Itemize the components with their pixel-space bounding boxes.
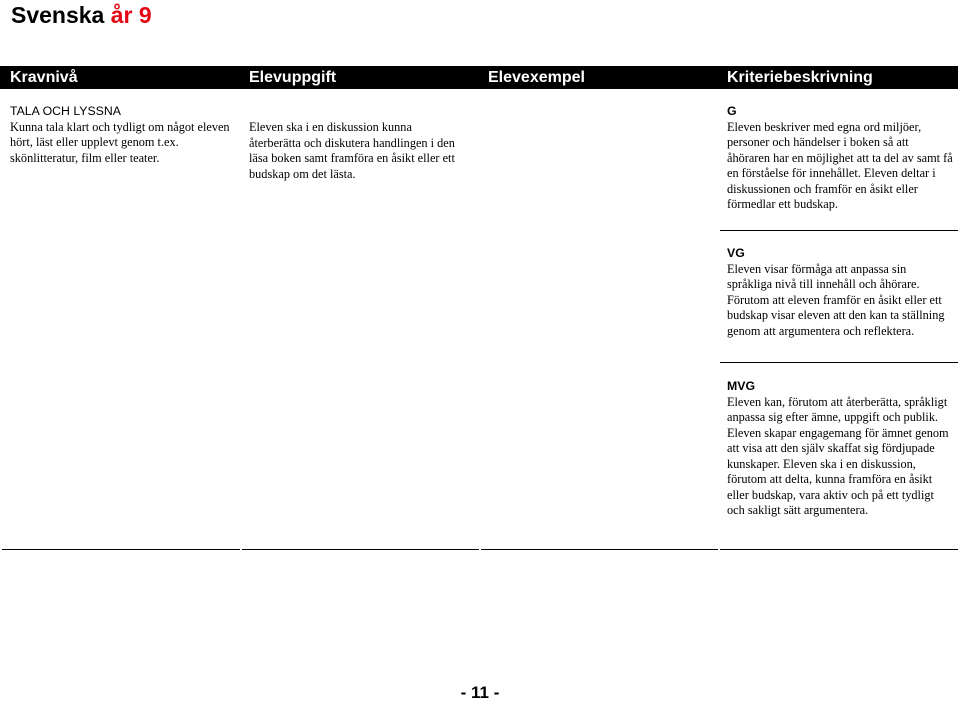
grade-label-g: G bbox=[727, 104, 737, 118]
header-kriteriebeskrivning: Kriteriebeskrivning bbox=[727, 69, 873, 86]
criteria-mvg bbox=[727, 379, 953, 519]
page-title bbox=[11, 0, 152, 30]
grade-label-mvg: MVG bbox=[727, 379, 756, 393]
page-number: - 11 - bbox=[460, 683, 500, 702]
page-title-main: Svenska bbox=[11, 2, 111, 28]
header-kravniva: Kravnivå bbox=[10, 69, 78, 86]
table-header-row bbox=[0, 66, 958, 89]
table-bottom-border bbox=[720, 549, 958, 550]
kravniva-heading: TALA OCH LYSSNA bbox=[10, 104, 121, 118]
criteria-mvg-text: Eleven kan, förutom att återberätta, språkligt anpassa sig efter ämne, uppgift och publik. Eleven skapar engagemang för ämnet genom att visa att den själv skaffat sig fördjupade kunskaper. Eleven ska i en diskussion, förutom att delta, kunna framföra en åsikt eller budskap, vara aktiv och på ett tydligt och sakligt sätt argumentera. bbox=[727, 394, 949, 517]
grade-label-vg: VG bbox=[727, 246, 745, 260]
criteria-vg-text: Eleven visar förmåga att anpassa sin språkliga nivå till innehåll och åhörare. Förutom att eleven framför en åsikt eller ett budskap visar eleven att den kan ta ställning genom att argumentera och reflektera. bbox=[727, 261, 945, 338]
table-bottom-border bbox=[481, 549, 718, 550]
kravniva-text: Kunna tala klart och tydligt om något eleven hört, läst eller upplevt genom t.ex. skönlitteratur, film eller teater. bbox=[10, 119, 230, 165]
header-elevuppgift: Elevuppgift bbox=[249, 69, 337, 86]
criteria-divider bbox=[720, 362, 958, 363]
header-elevexempel: Elevexempel bbox=[488, 69, 585, 86]
kravniva-cell bbox=[10, 104, 238, 166]
elevuppgift-cell: Eleven ska i en diskussion kunna återberätta och diskutera handlingen i den läsa boken samt framföra en åsikt eller ett budskap om det lästa. bbox=[249, 120, 455, 181]
table-bottom-border bbox=[2, 549, 240, 550]
criteria-divider bbox=[720, 230, 958, 231]
page-title-accent: år 9 bbox=[110, 2, 152, 28]
table-bottom-border bbox=[242, 549, 479, 550]
criteria-vg bbox=[727, 246, 953, 339]
criteria-g bbox=[727, 104, 953, 213]
criteria-g-text: Eleven beskriver med egna ord miljöer, personer och händelser i boken så att åhöraren har en möjlighet att ta del av samt få en förståelse för innehållet. Eleven deltar i diskussionen och framför en åsikt eller förmedlar ett budskap. bbox=[727, 119, 953, 211]
